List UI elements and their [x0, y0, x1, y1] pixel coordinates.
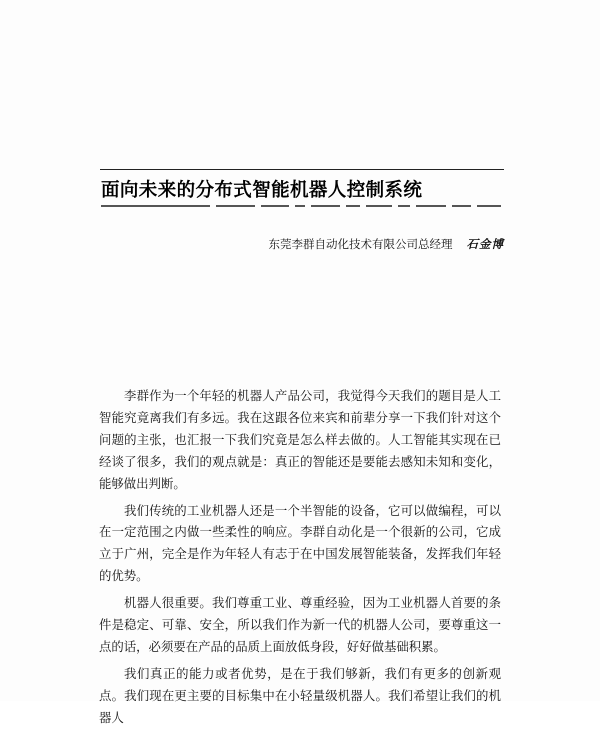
title-underline — [101, 205, 501, 207]
paragraph: 机器人很重要。我们尊重工业、尊重经验，因为工业机器人首要的条件是稳定、可靠、安全，所以我们作为新一代的机器人公司，要尊重这一点的话，必须要在产品的品质上面放低身段，好好做基础积累。 — [99, 595, 501, 654]
byline — [269, 236, 505, 252]
paragraph: 我们真正的能力或者优势，是在于我们够新，我们有更多的创新观点。我们现在更主要的目标集中在小轻量级机器人。我们希望让我们的机器人 — [99, 665, 501, 725]
author-name: 石金博 — [466, 237, 504, 251]
article-title: 面向未来的分布式智能机器人控制系统 — [101, 180, 423, 201]
title-top-rule — [100, 169, 504, 170]
paragraph: 李群作为一个年轻的机器人产品公司，我觉得今天我们的题目是人工智能究竟离我们有多远。我在这跟各位来宾和前辈分享一下我们针对这个问题的主张，也汇报一下我们究竟是怎么样去做的。人工智能其实现在已经谈了很多，我们的观点就是：真正的智能还是要能去感知未知和变化，能够做出判断。 — [99, 388, 501, 491]
paragraph: 我们传统的工业机器人还是一个半智能的设备，它可以做编程，可以在一定范围之内做一些柔性的响应。李群自动化是一个很新的公司，它成立于广州，完全是作为年轻人有志于在中国发展智能装备，发挥我们年轻的优势。 — [99, 502, 501, 584]
author-affiliation: 东莞李群自动化技术有限公司总经理 — [268, 237, 453, 251]
article-body — [99, 385, 501, 725]
